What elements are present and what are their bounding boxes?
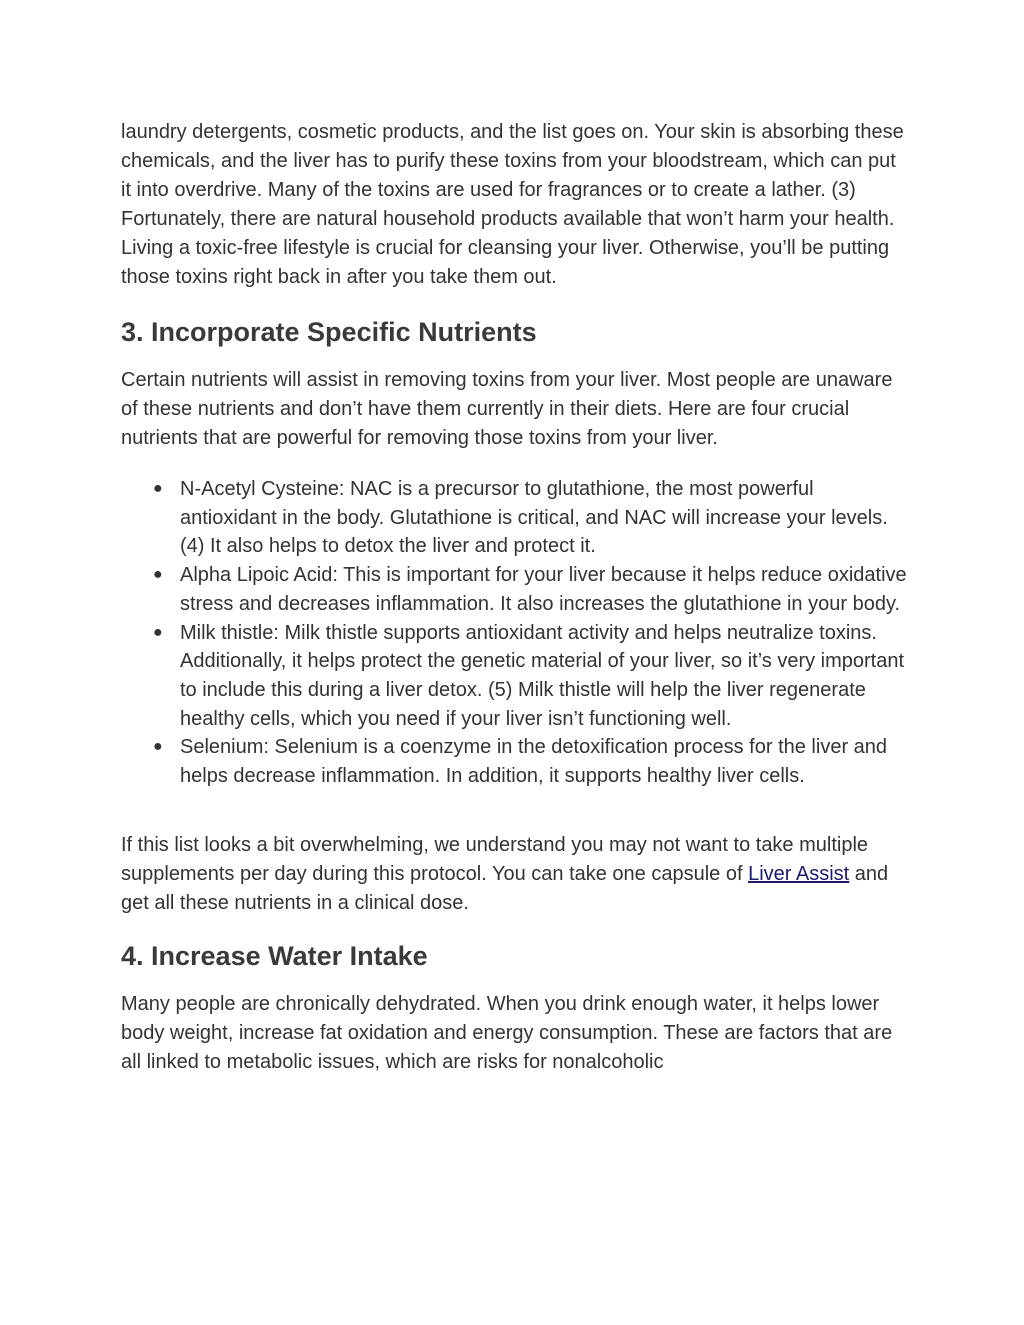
intro-paragraph: laundry detergents, cosmetic products, and the list goes on. Your skin is absorbing these chemicals, and the liver has to purify these toxins from your bloodstream, which can put it into overdrive. Many of the toxins are used for fragrances or to create a lather. (3) Fortunately, there are natural household products available that won’t harm your health. Living a toxic-free lifestyle is crucial for cleansing your liver. Otherwise, you’ll be putting those toxins right back in after you take them out.: [121, 121, 904, 288]
list-item: [121, 733, 911, 790]
bullet-icon: ●: [153, 738, 163, 756]
list-item: [121, 619, 911, 734]
closing-paragraph: [121, 831, 911, 918]
list-item: [121, 561, 911, 618]
closing-text-after: and get all these nutrients in a clinical dose.: [121, 862, 889, 914]
section-4-heading: 4. Increase Water Intake: [121, 940, 428, 971]
list-item: [121, 475, 911, 561]
section-3-heading: 3. Incorporate Specific Nutrients: [121, 317, 537, 347]
closing-text-before: If this list looks a bit overwhelming, we understand you may not want to take multiple supplements per day during this protocol. You can take one capsule of: [121, 833, 869, 885]
list-item-text: Milk thistle: Milk thistle supports antioxidant activity and helps neutralize toxins. Additionally, it helps protect the genetic material of your liver, so it’s very important to include this during a liver detox. (5) Milk thistle will help the liver regenerate healthy cells, which you need if your liver isn’t functioning well.: [180, 621, 905, 730]
nutrients-list: [121, 475, 911, 791]
list-item-text: N-Acetyl Cysteine: NAC is a precursor to glutathione, the most powerful antioxidant in the body. Glutathione is critical, and NAC will increase your levels. (4) It also helps to detox the liver and protect it.: [180, 478, 888, 558]
document-page: [121, 118, 911, 1077]
list-item-text: Alpha Lipoic Acid: This is important for your liver because it helps reduce oxidative stress and decreases inflammation. It also increases the glutathione in your body.: [180, 564, 907, 615]
bullet-icon: ●: [153, 480, 163, 497]
section-4-paragraph: Many people are chronically dehydrated. When you drink enough water, it helps lower body weight, increase fat oxidation and energy consumption. These are factors that are all linked to metabolic issues, which are risks for nonalcoholic: [121, 992, 893, 1073]
liver-assist-link[interactable]: Liver Assist: [748, 862, 850, 885]
list-item-text: Selenium: Selenium is a coenzyme in the detoxification process for the liver and helps decrease inflammation. In addition, it supports healthy liver cells.: [180, 736, 888, 788]
bullet-icon: ●: [153, 623, 163, 641]
section-3-paragraph: Certain nutrients will assist in removing toxins from your liver. Most people are unaware of these nutrients and don’t have them currently in their diets. Here are four crucial nutrients that are powerful for removing those toxins from your liver.: [121, 369, 893, 449]
bullet-icon: ●: [153, 566, 163, 584]
